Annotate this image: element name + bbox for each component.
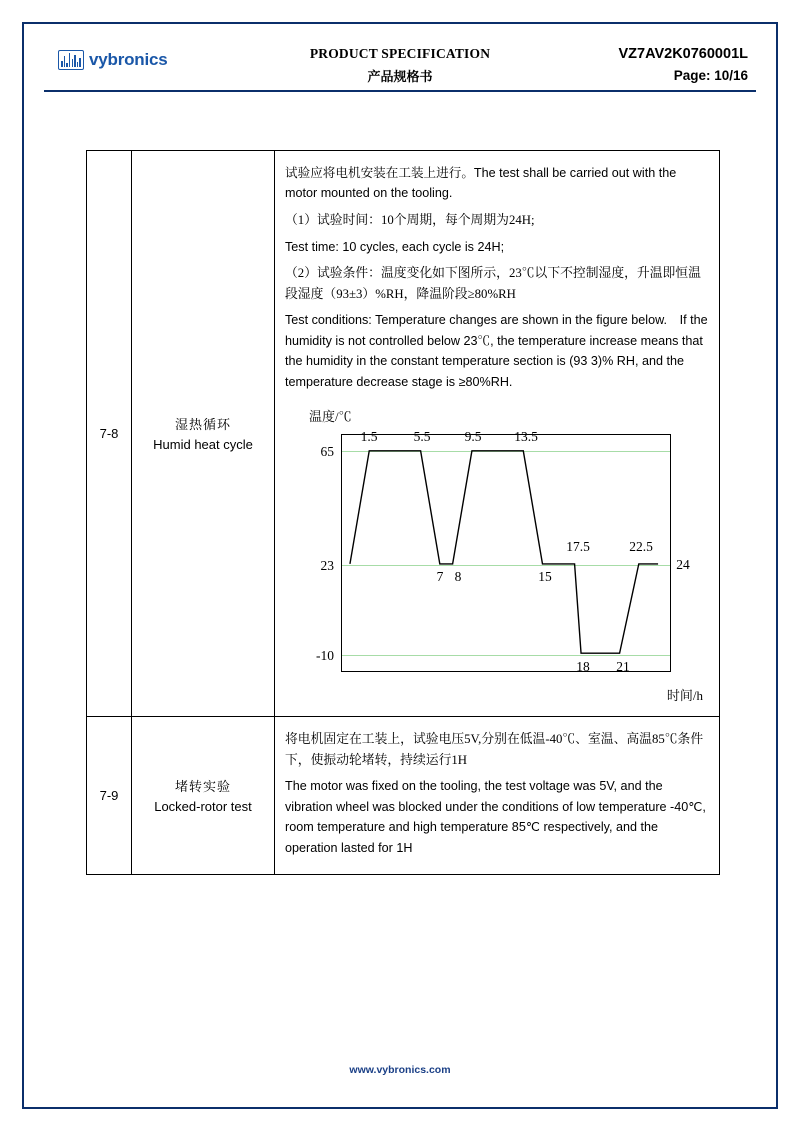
document-number: VZ7AV2K0760001L <box>618 46 748 62</box>
header-title-cn: 产品规格书 <box>367 69 433 84</box>
chart-y-axis-label: 温度/℃ <box>309 408 352 424</box>
point-label-21: 21 <box>616 658 630 674</box>
point-label-5-5: 5.5 <box>413 428 431 444</box>
table-row <box>87 151 720 717</box>
row-name-cn: 湿热循环 <box>174 417 231 433</box>
chart-x-axis-label: 时间/h <box>666 687 703 703</box>
point-label-17-5: 17.5 <box>566 538 590 554</box>
footer-website[interactable]: www.vybronics.com <box>349 1064 451 1076</box>
specification-table <box>86 150 720 875</box>
paragraph-3: Test time: 10 cycles, each cycle is 24H; <box>285 239 505 254</box>
locked-rotor-test-description <box>275 717 719 874</box>
y-tick-minus10: -10 <box>316 647 334 663</box>
y-tick-65: 65 <box>320 443 334 459</box>
point-label-15: 15 <box>538 568 552 584</box>
humid-heat-cycle-description <box>275 151 719 716</box>
header-meta-block <box>618 46 748 83</box>
logo-text: vybronics <box>89 50 168 69</box>
chart-line-path <box>342 435 670 671</box>
point-label-24: 24 <box>676 556 690 572</box>
row-body-cell <box>275 716 720 874</box>
table-row <box>87 716 720 874</box>
paragraph-1: 试验应将电机安装在工装上进行。The test shall be carried out with the motor mounted on the tooling. <box>285 166 677 201</box>
row-number-cell <box>87 151 132 717</box>
row-number: 7-8 <box>99 425 119 441</box>
point-label-13-5: 13.5 <box>514 428 538 444</box>
row-name-cell <box>132 716 275 874</box>
row-number: 7-9 <box>99 787 119 803</box>
document-header <box>44 40 756 92</box>
row-name-cn: 堵转实验 <box>174 779 231 795</box>
chart-plot-area <box>316 428 690 674</box>
temperature-cycle-chart <box>291 406 715 706</box>
page-content <box>44 40 756 1090</box>
paragraph-1: 将电机固定在工装上，试验电压5V,分别在低温-40℃、室温、高温85℃条件下，使振动轮堵转，持续运行1H <box>285 731 704 767</box>
point-label-1-5: 1.5 <box>360 428 378 444</box>
paragraph-4: （2）试验条件：温度变化如下图所示，23℃以下不控制湿度，升温即恒温段湿度（93±3）%RH，降温阶段≥80%RH <box>285 265 701 301</box>
paragraph-2: The motor was fixed on the tooling, the test voltage was 5V, and the vibration wheel was blocked under the conditions of low temperature -40℃, room temperature and high temperature 85℃ respectively, and the operation lasted for 1H <box>285 779 706 855</box>
paragraph-5: Test conditions: Temperature changes are shown in the figure below. If the humidity is not controlled below 23℃, the temperature increase means that the humidity in the constant temperature section is (93 3)% RH, and the temperature decrease stage is ≥80%RH. <box>285 313 708 389</box>
row-number-cell <box>87 716 132 874</box>
point-label-7: 7 <box>436 568 444 584</box>
point-label-9-5: 9.5 <box>464 428 482 444</box>
row-name-en: Humid heat cycle <box>153 437 253 453</box>
point-label-18: 18 <box>576 658 590 674</box>
row-body-cell <box>275 151 720 717</box>
y-tick-23: 23 <box>320 557 334 573</box>
point-label-22-5: 22.5 <box>629 538 653 554</box>
paragraph-2: （1）试验时间：10个周期，每个周期为24H; <box>285 212 535 227</box>
point-label-8: 8 <box>454 568 462 584</box>
row-name-cell <box>132 151 275 717</box>
header-title-en: PRODUCT SPECIFICATION <box>309 46 491 61</box>
row-name-en: Locked-rotor test <box>154 799 252 815</box>
page-number: Page: 10/16 <box>673 68 748 83</box>
